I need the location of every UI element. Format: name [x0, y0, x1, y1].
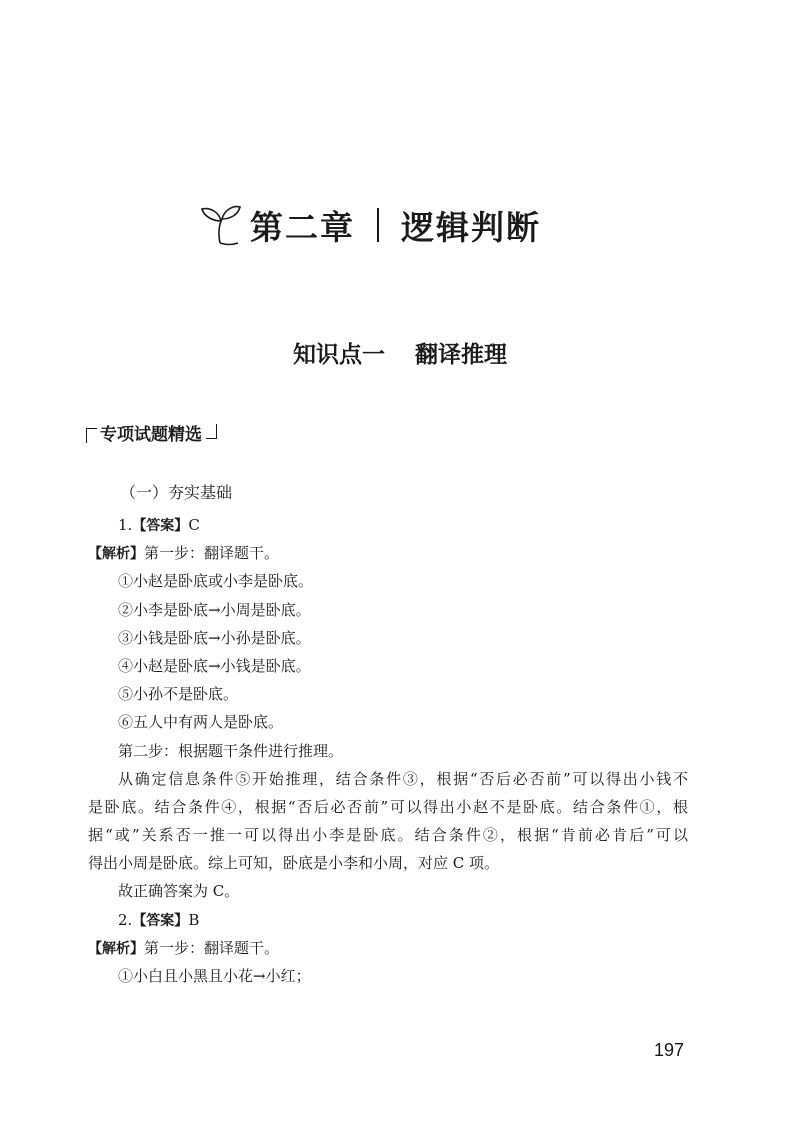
q1-condition-3: ③小钱是卧底→小孙是卧底。: [118, 628, 311, 647]
section-label: 知识点一: [293, 342, 385, 368]
chapter-title: 逻辑判断: [401, 207, 541, 247]
q1-answer: C: [188, 516, 200, 534]
q1-reasoning-line-4: 得出小周是卧底。综上可知，卧底是小李和小周，对应 C 项。: [88, 854, 500, 873]
q1-condition-6: ⑥五人中有两人是卧底。: [118, 713, 284, 732]
q1-conclusion: 故正确答案为 C。: [118, 882, 240, 901]
chapter-divider: [377, 208, 379, 242]
practice-heading: [86, 420, 217, 445]
q1-condition-2: ②小李是卧底→小周是卧底。: [118, 600, 311, 619]
q1-answer-tag: 【答案】: [132, 518, 189, 534]
q1-reasoning-line-3: 据“或”关系否一推一可以得出小李是卧底。结合条件②，根据“肯前必肯后”可以: [88, 826, 688, 845]
q1-step2: 第二步：根据题干条件进行推理。: [118, 741, 344, 760]
bracket-close-icon: [206, 424, 217, 439]
chapter-header: [196, 190, 541, 260]
q1-reasoning-line-2: 是卧底。结合条件④，根据“否后必否前”可以得出小赵不是卧底。结合条件①，根: [88, 797, 688, 816]
page-number: 197: [654, 1040, 685, 1060]
q1-condition-5: ⑤小孙不是卧底。: [118, 685, 239, 704]
section-title: [0, 336, 800, 369]
q1-analysis-line: [88, 539, 688, 567]
q1-step1: 第一步：翻译题干。: [144, 544, 280, 563]
q2-analysis-tag: 【解析】: [88, 940, 144, 957]
q2-answer-line: [88, 906, 688, 934]
q1-analysis-tag: 【解析】: [88, 546, 144, 563]
q2-analysis-line: [88, 934, 688, 962]
q1-condition-4: ④小赵是卧底→小钱是卧底。: [118, 656, 311, 675]
q2-answer-tag: 【答案】: [132, 912, 189, 929]
q1-condition-1: ①小赵是卧底或小李是卧底。: [118, 572, 314, 591]
q2-answer: B: [188, 910, 200, 929]
section-name: 翻译推理: [415, 342, 507, 368]
bracket-open-icon: [86, 428, 97, 443]
q2-step1: 第一步：翻译题干。: [144, 938, 280, 957]
q1-number: 1.: [118, 516, 133, 534]
practice-heading-text: 专项试题精选: [100, 425, 202, 445]
chapter-number: 第二章: [250, 207, 355, 247]
q1-reasoning-line-1: 从确定信息条件⑤开始推理，结合条件③，根据“否后必否前”可以得出小钱不: [118, 769, 688, 788]
sprout-icon: [196, 199, 248, 251]
q2-condition-1: ①小白且小黑且小花→小红；: [118, 967, 311, 985]
answer-body: [88, 511, 688, 990]
q1-answer-line: [88, 511, 688, 539]
q2-number: 2.: [118, 910, 133, 929]
subsection-title: （一）夯实基础: [120, 483, 233, 502]
